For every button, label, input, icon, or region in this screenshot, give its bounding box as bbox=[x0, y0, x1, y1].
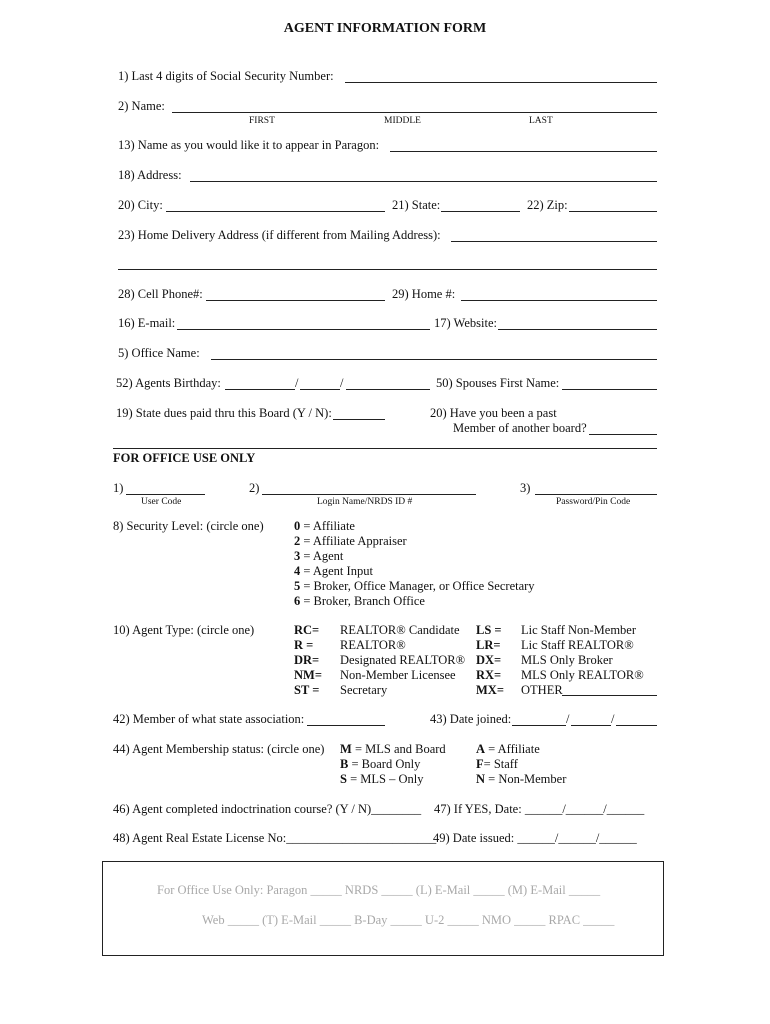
license-number-label[interactable]: 48) Agent Real Estate License No:________________________ bbox=[113, 831, 437, 845]
section-divider bbox=[113, 448, 657, 449]
membership-code: S bbox=[340, 772, 347, 786]
agent-type-text: REALTOR® Candidate bbox=[340, 623, 460, 637]
security-code: 5 bbox=[294, 579, 301, 593]
agent-type-code: DX= bbox=[476, 653, 502, 667]
agent-type-option[interactable] bbox=[476, 668, 644, 683]
agent-type-right bbox=[476, 623, 644, 698]
security-option[interactable] bbox=[294, 519, 535, 534]
website-label: 17) Website: bbox=[434, 316, 497, 330]
home-phone-label: 29) Home #: bbox=[392, 287, 456, 301]
agent-type-code: LS = bbox=[476, 623, 502, 637]
security-code: 6 bbox=[294, 594, 301, 608]
date-issued-label[interactable]: 49) Date issued: ______/______/______ bbox=[433, 831, 637, 845]
spouse-label: 50) Spouses First Name: bbox=[436, 376, 560, 390]
agent-type-text: OTHER bbox=[521, 683, 563, 697]
home-delivery-field[interactable] bbox=[451, 241, 657, 242]
agent-type-text: Lic Staff Non-Member bbox=[521, 623, 637, 637]
security-text: = Affiliate bbox=[300, 519, 355, 533]
membership-option[interactable] bbox=[340, 772, 446, 787]
state-label: 21) State: bbox=[392, 198, 441, 212]
date-joined-month-field[interactable] bbox=[512, 725, 566, 726]
spouse-field[interactable] bbox=[562, 389, 657, 390]
ssn-label: 1) Last 4 digits of Social Security Number: bbox=[118, 69, 334, 83]
state-association-field[interactable] bbox=[307, 725, 385, 726]
security-option[interactable] bbox=[294, 564, 535, 579]
password-caption: Password/Pin Code bbox=[556, 497, 631, 507]
security-option[interactable] bbox=[294, 549, 535, 564]
security-option[interactable] bbox=[294, 579, 535, 594]
email-field[interactable] bbox=[177, 329, 430, 330]
zip-label: 22) Zip: bbox=[527, 198, 568, 212]
agent-type-code: LR= bbox=[476, 638, 501, 652]
agent-type-option[interactable] bbox=[294, 638, 465, 653]
address-label: 18) Address: bbox=[118, 168, 182, 182]
cell-phone-field[interactable] bbox=[206, 300, 385, 301]
home-delivery-field-line2[interactable] bbox=[118, 269, 657, 270]
security-code: 3 bbox=[294, 549, 301, 563]
agent-type-option[interactable] bbox=[476, 623, 644, 638]
membership-text: = Staff bbox=[483, 757, 518, 771]
past-member-label: 20) Have you been a past bbox=[430, 406, 557, 420]
paragon-name-field[interactable] bbox=[390, 151, 657, 152]
past-member-field[interactable] bbox=[589, 434, 657, 435]
membership-option[interactable] bbox=[476, 757, 566, 772]
membership-status-label: 44) Agent Membership status: (circle one) bbox=[113, 742, 325, 756]
city-field[interactable] bbox=[166, 211, 385, 212]
agent-type-option[interactable] bbox=[294, 668, 465, 683]
security-text: = Agent Input bbox=[300, 564, 373, 578]
security-text: = Affiliate Appraiser bbox=[300, 534, 407, 548]
security-level-options bbox=[294, 519, 535, 609]
security-text: = Broker, Branch Office bbox=[300, 594, 425, 608]
state-association-label: 42) Member of what state association: bbox=[113, 712, 305, 726]
last-caption: LAST bbox=[529, 116, 553, 126]
agent-type-option[interactable] bbox=[294, 653, 465, 668]
form-title: AGENT INFORMATION FORM bbox=[283, 21, 487, 36]
agent-type-label: 10) Agent Type: (circle one) bbox=[113, 623, 255, 637]
office-use-box-line2: Web _____ (T) E-Mail _____ B-Day _____ U-2 _____ NMO _____ RPAC _____ bbox=[202, 913, 615, 927]
security-code: 0 bbox=[294, 519, 301, 533]
membership-left bbox=[340, 742, 446, 787]
membership-text: = MLS and Board bbox=[351, 742, 446, 756]
membership-option[interactable] bbox=[476, 772, 566, 787]
state-dues-field[interactable] bbox=[333, 419, 385, 420]
login-caption: Login Name/NRDS ID # bbox=[317, 497, 413, 507]
birthday-day-field[interactable] bbox=[300, 389, 340, 390]
membership-code: M bbox=[340, 742, 352, 756]
address-field[interactable] bbox=[190, 181, 657, 182]
membership-code: B bbox=[340, 757, 349, 771]
date-joined-slash: / bbox=[566, 712, 570, 726]
name-field[interactable] bbox=[172, 112, 657, 113]
birthday-label: 52) Agents Birthday: bbox=[116, 376, 221, 390]
date-joined-day-field[interactable] bbox=[571, 725, 611, 726]
office-use-heading: FOR OFFICE USE ONLY bbox=[113, 451, 256, 465]
security-text: = Broker, Office Manager, or Office Secretary bbox=[300, 579, 535, 593]
zip-field[interactable] bbox=[569, 211, 657, 212]
security-text: = Agent bbox=[300, 549, 344, 563]
birthday-year-field[interactable] bbox=[346, 389, 430, 390]
security-code: 4 bbox=[294, 564, 301, 578]
date-joined-year-field[interactable] bbox=[616, 725, 657, 726]
membership-option[interactable] bbox=[340, 742, 446, 757]
user-code-caption: User Code bbox=[141, 497, 182, 507]
office-use-box-line1: For Office Use Only: Paragon _____ NRDS _____ (L) E-Mail _____ (M) E-Mail _____ bbox=[157, 883, 601, 897]
security-code: 2 bbox=[294, 534, 301, 548]
membership-option[interactable] bbox=[476, 742, 566, 757]
agent-type-code: ST = bbox=[294, 683, 320, 697]
membership-code: F bbox=[476, 757, 484, 771]
membership-right bbox=[476, 742, 566, 787]
birthday-month-field[interactable] bbox=[225, 389, 295, 390]
other-field[interactable] bbox=[562, 695, 657, 696]
agent-type-text: MLS Only REALTOR® bbox=[521, 668, 644, 682]
state-field[interactable] bbox=[441, 211, 520, 212]
office-name-field[interactable] bbox=[211, 359, 657, 360]
password-number: 3) bbox=[520, 481, 531, 495]
security-option[interactable] bbox=[294, 594, 535, 609]
birthday-slash: / bbox=[340, 376, 344, 390]
indoctrination-label[interactable]: 46) Agent completed indoctrination course? (Y / N)________ bbox=[113, 802, 422, 816]
agent-type-option[interactable] bbox=[476, 638, 644, 653]
membership-text: = Affiliate bbox=[485, 742, 540, 756]
cell-phone-label: 28) Cell Phone#: bbox=[118, 287, 203, 301]
agent-type-option[interactable] bbox=[294, 623, 465, 638]
agent-type-left bbox=[294, 623, 465, 698]
agent-type-code: R = bbox=[294, 638, 314, 652]
website-field[interactable] bbox=[498, 329, 657, 330]
agent-type-option[interactable] bbox=[294, 683, 465, 698]
past-member-label-2: Member of another board? bbox=[453, 421, 587, 435]
first-caption: FIRST bbox=[249, 116, 275, 126]
home-phone-field[interactable] bbox=[461, 300, 657, 301]
paragon-name-label: 13) Name as you would like it to appear in Paragon: bbox=[118, 138, 380, 152]
security-option[interactable] bbox=[294, 534, 535, 549]
membership-option[interactable] bbox=[340, 757, 446, 772]
membership-text: = Non-Member bbox=[485, 772, 567, 786]
agent-type-code: MX= bbox=[476, 683, 504, 697]
email-label: 16) E-mail: bbox=[118, 316, 176, 330]
membership-code: A bbox=[476, 742, 486, 756]
home-delivery-label: 23) Home Delivery Address (if different from Mailing Address): bbox=[118, 228, 441, 242]
agent-type-text: Lic Staff REALTOR® bbox=[521, 638, 634, 652]
state-dues-label: 19) State dues paid thru this Board (Y / N): bbox=[116, 406, 332, 420]
agent-type-text: MLS Only Broker bbox=[521, 653, 613, 667]
agent-type-text: Non-Member Licensee bbox=[340, 668, 456, 682]
membership-code: N bbox=[476, 772, 486, 786]
indoctrination-date-label[interactable]: 47) If YES, Date: ______/______/______ bbox=[434, 802, 645, 816]
agent-type-code: RC= bbox=[294, 623, 320, 637]
membership-text: = Board Only bbox=[348, 757, 421, 771]
office-name-label: 5) Office Name: bbox=[118, 346, 200, 360]
security-level-label: 8) Security Level: (circle one) bbox=[113, 519, 264, 533]
agent-type-option[interactable] bbox=[476, 653, 644, 668]
agent-type-text: REALTOR® bbox=[340, 638, 406, 652]
name-label: 2) Name: bbox=[118, 99, 165, 113]
birthday-slash: / bbox=[295, 376, 299, 390]
middle-caption: MIDDLE bbox=[384, 116, 421, 126]
ssn-field[interactable] bbox=[345, 82, 657, 83]
membership-text: = MLS – Only bbox=[346, 772, 424, 786]
agent-type-code: RX= bbox=[476, 668, 502, 682]
login-number: 2) bbox=[249, 481, 260, 495]
office-use-box bbox=[102, 861, 664, 956]
date-joined-slash: / bbox=[611, 712, 615, 726]
agent-type-text: Designated REALTOR® bbox=[340, 653, 466, 667]
date-joined-label: 43) Date joined: bbox=[430, 712, 512, 726]
agent-type-code: DR= bbox=[294, 653, 320, 667]
agent-type-code: NM= bbox=[294, 668, 322, 682]
agent-type-text: Secretary bbox=[340, 683, 388, 697]
user-code-number: 1) bbox=[113, 481, 124, 495]
city-label: 20) City: bbox=[118, 198, 163, 212]
